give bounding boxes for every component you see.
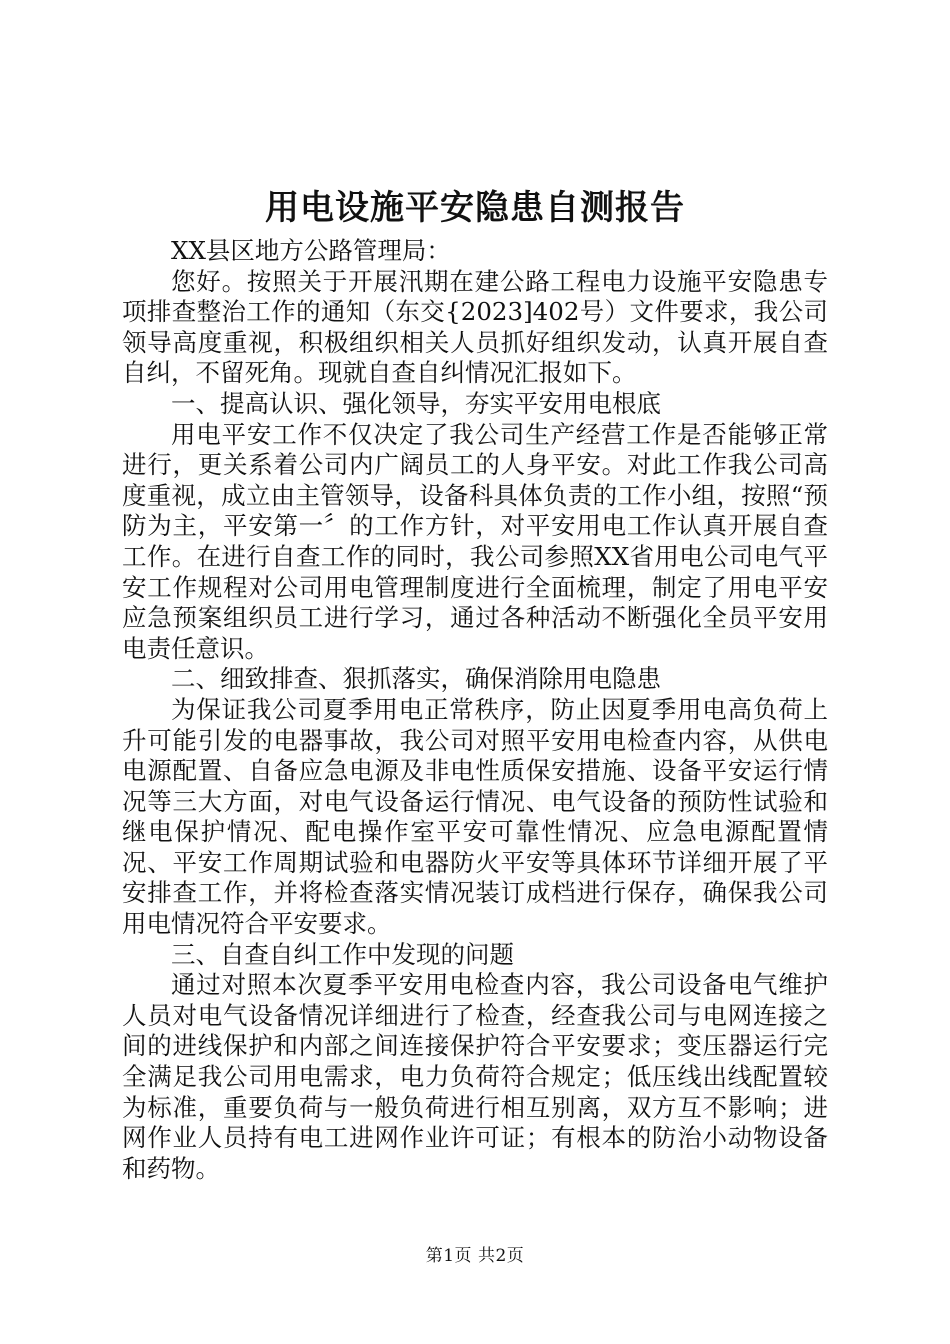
salutation: XX县区地方公路管理局： xyxy=(171,236,451,265)
page-number-footer: 第1页 共2页 xyxy=(425,1246,525,1266)
section-heading-1: 一、提高认识、强化领导，夯实平安用电根底 xyxy=(171,388,661,418)
section-paragraph-3: 通过对照本次夏季平安用电检查内容，我公司设备电气维护人员对电气设备情况详细进行了检查，经查我公司与电网连接之间的进线保护和内部之间连接保护符合平安要求；变压器运行完全满足我公司用电需求，电力负荷符合规定；低压线出线配置较为标准，重要负荷与一般负荷进行相互别离，双方互不影响；进网作业人员持有电工进网作业许可证；有根本的防治小动物设备和药物。 xyxy=(122,970,828,1183)
intro-paragraph: 您好。按照关于开展汛期在建公路工程电力设施平安隐患专项排查整治工作的通知（东交{2023]402号）文件要求，我公司领导高度重视，积极组织相关人员抓好组织发动，认真开展自查自纠，不留死角。现就自查自纠情况汇报如下。 xyxy=(122,266,828,388)
section-heading-2: 二、细致排查、狠抓落实，确保消除用电隐患 xyxy=(171,664,661,694)
section-heading-3: 三、自查自纠工作中发现的问题 xyxy=(171,939,514,969)
section-paragraph-1: 用电平安工作不仅决定了我公司生产经营工作是否能够正常进行，更关系着公司内广阔员工的人身平安。对此工作我公司高度重视，成立由主管领导，设备科具体负责的工作小组，按照“预防为主，平安第一〞的工作方针，对平安用电工作认真开展自查工作。在进行自查工作的同时，我公司参照XX省用电公司电气平安工作规程对公司用电管理制度进行全面梳理，制定了用电平安应急预案组织员工进行学习，通过各种活动不断强化全员平安用电责任意识。 xyxy=(122,419,828,663)
document-body xyxy=(122,236,828,1184)
section-paragraph-2: 为保证我公司夏季用电正常秩序，防止因夏季用电高负荷上升可能引发的电器事故，我公司对照平安用电检查内容，从供电电源配置、自备应急电源及非电性质保安措施、设备平安运行情况等三大方面，对电气设备运行情况、电气设备的预防性试验和继电保护情况、配电操作室平安可靠性情况、应急电源配置情况、平安工作周期试验和电器防火平安等具体环节详细开展了平安排查工作，并将检查落实情况装订成档进行保存，确保我公司用电情况符合平安要求。 xyxy=(122,694,828,939)
document-title: 用电设施平安隐患自测报告 xyxy=(265,188,685,228)
